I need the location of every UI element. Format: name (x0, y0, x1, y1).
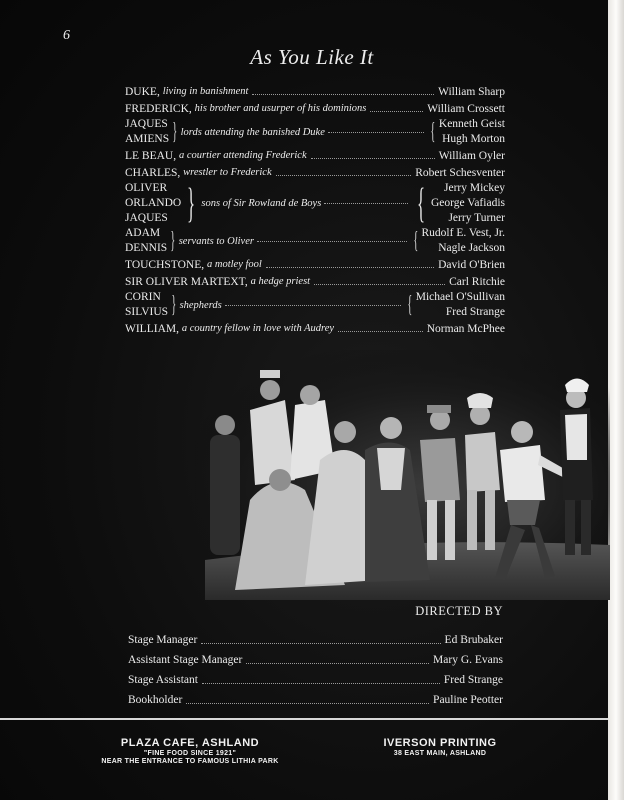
role-name: CORIN (125, 291, 161, 303)
brace-right: { (416, 180, 425, 227)
ad-tagline: "FINE FOOD SINCE 1921" (143, 750, 237, 757)
crew-row (128, 650, 503, 670)
dot-leader (266, 267, 434, 268)
cast-group-servants (125, 226, 505, 256)
dot-leader (370, 111, 423, 112)
cast-row-martext (125, 273, 505, 290)
cast-row-touchstone (125, 256, 505, 273)
crew-name: Mary G. Evans (433, 654, 503, 666)
role-description: a motley fool (207, 259, 262, 270)
actor-name: Carl Ritchie (449, 275, 505, 288)
role-name: LE BEAU, (125, 149, 177, 162)
ad-location: NEAR THE ENTRANCE TO FAMOUS LITHIA PARK (101, 758, 279, 765)
dot-leader (328, 132, 424, 133)
role-description: his brother and usurper of his dominions (194, 103, 367, 114)
crew-name: Fred Strange (443, 674, 503, 686)
role-name: ADAM (125, 227, 161, 239)
actor-name: Fred Strange (445, 306, 505, 318)
actor-name: Nagle Jackson (438, 242, 505, 254)
dot-leader (202, 683, 440, 684)
role-name: FREDERICK, (125, 102, 192, 115)
role-name: JAQUES (125, 118, 168, 130)
crew-name: Pauline Peotter (433, 694, 503, 706)
dot-leader (246, 663, 429, 664)
actor-name: Jerry Mickey (444, 182, 505, 194)
cast-group-shepherds (125, 290, 505, 320)
dot-leader (276, 175, 412, 176)
dot-leader (324, 203, 408, 204)
role-description: a courtier attending Frederick (178, 150, 307, 161)
actor-name: Michael O'Sullivan (415, 291, 505, 303)
actor-name: Hugh Morton (442, 133, 505, 145)
directed-by-heading: DIRECTED BY (415, 604, 503, 618)
role-description: shepherds (179, 299, 222, 311)
role-name: AMIENS (125, 133, 170, 145)
brace-left: } (170, 228, 176, 254)
role-description: sons of Sir Rowland de Boys (201, 198, 322, 209)
role-name: DUKE, (125, 85, 160, 98)
actor-name: William Crossett (427, 102, 505, 115)
role-name: SILVIUS (125, 306, 169, 318)
crew-title: Bookholder (128, 694, 183, 706)
page-edge (608, 0, 624, 800)
crew-row (128, 670, 503, 690)
role-description: a hedge priest (250, 276, 311, 287)
ad-plaza-cafe (90, 737, 290, 765)
cast-row-william (125, 320, 505, 337)
dot-leader (257, 241, 407, 242)
role-name: JAQUES (125, 212, 168, 224)
dot-leader (201, 643, 440, 644)
role-description: a country fellow in love with Audrey (181, 323, 335, 334)
crew-title: Assistant Stage Manager (128, 654, 243, 666)
dot-leader (338, 331, 423, 332)
cast-row-le-beau (125, 147, 505, 164)
actor-name: Robert Schesventer (415, 166, 505, 179)
role-name: CHARLES, (125, 166, 181, 179)
cast-row-charles (125, 164, 505, 181)
play-title: As You Like It (250, 45, 374, 69)
dot-leader (252, 94, 434, 95)
actor-name: Rudolf E. Vest, Jr. (421, 227, 505, 239)
actor-name: Jerry Turner (448, 212, 505, 224)
ad-iverson-printing (360, 737, 520, 757)
crew-title: Stage Assistant (128, 674, 198, 686)
role-name: ORLANDO (125, 197, 182, 209)
ad-name: IVERSON PRINTING (383, 737, 497, 749)
role-name: TOUCHSTONE, (125, 258, 205, 271)
cast-group-lords (125, 117, 505, 147)
dot-leader (311, 158, 435, 159)
stage-photo (195, 350, 610, 600)
ad-address: 38 EAST MAIN, ASHLAND (393, 750, 487, 757)
dot-leader (186, 703, 429, 704)
brace-left: } (172, 119, 178, 145)
cast-group-sons (125, 181, 505, 226)
role-description: lords attending the banished Duke (180, 126, 325, 138)
role-description: servants to Oliver (178, 235, 254, 247)
crew-row (128, 630, 503, 650)
brace-right: { (407, 292, 413, 318)
actor-name: David O'Brien (438, 258, 505, 271)
brace-left: } (187, 180, 196, 227)
role-name: SIR OLIVER MARTEXT, (125, 275, 248, 288)
dot-leader (225, 305, 401, 306)
crew-title: Stage Manager (128, 634, 198, 646)
actor-name: William Sharp (438, 85, 505, 98)
cast-row-duke (125, 83, 505, 100)
ad-name: PLAZA CAFE, ASHLAND (120, 737, 260, 749)
crew-list (128, 630, 503, 710)
role-description: wrestler to Frederick (183, 167, 272, 178)
page-number: 6 (63, 28, 70, 43)
crew-row (128, 690, 503, 710)
cast-list (125, 83, 505, 337)
dot-leader (314, 284, 445, 285)
brace-right: { (430, 119, 436, 145)
brace-left: } (171, 292, 177, 318)
actor-name: William Oyler (438, 149, 505, 162)
role-description: living in banishment (162, 86, 249, 97)
ad-divider (0, 718, 608, 720)
role-name: DENNIS (125, 242, 168, 254)
actor-name: George Vafiadis (431, 197, 505, 209)
actor-name: Norman McPhee (426, 322, 505, 335)
crew-name: Ed Brubaker (444, 634, 503, 646)
cast-row-frederick (125, 100, 505, 117)
actor-name: Kenneth Geist (438, 118, 505, 130)
brace-right: { (413, 228, 419, 254)
role-name: OLIVER (125, 182, 168, 194)
role-name: WILLIAM, (125, 322, 179, 335)
